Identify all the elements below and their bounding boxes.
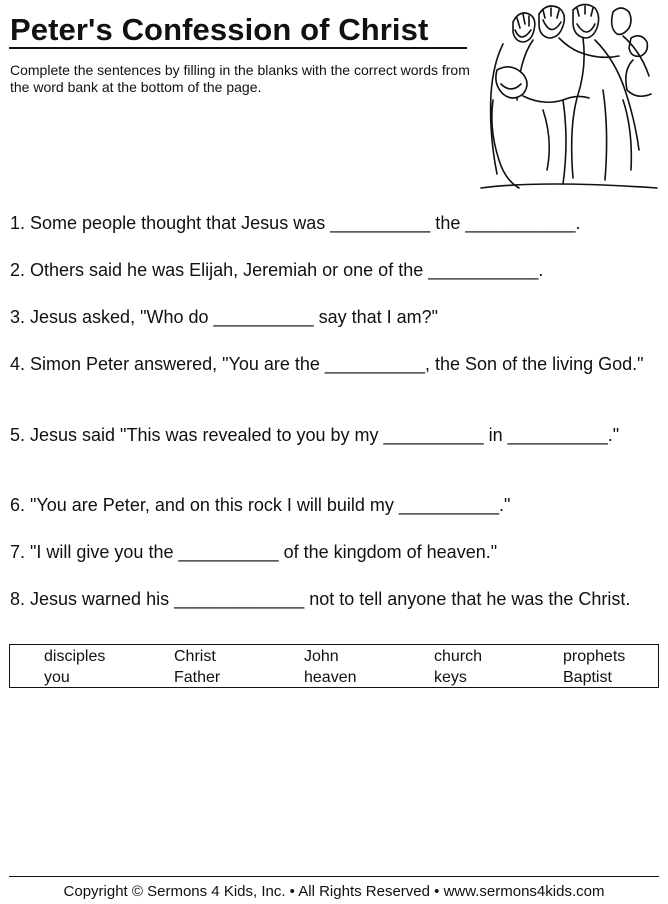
footer-divider [9,876,659,877]
question-1: 1. Some people thought that Jesus was __________ the ___________. [10,213,581,233]
word-bank-item: you [44,669,70,686]
question-3: 3. Jesus asked, "Who do __________ say that I am?" [10,307,439,327]
word-bank-item: Christ [174,648,216,665]
word-bank-item: keys [434,669,467,686]
footer-copyright: Copyright © Sermons 4 Kids, Inc. • All Rights Reserved • www.sermons4kids.com [63,883,605,900]
question-4: 4. Simon Peter answered, "You are the __________, the Son of the living God." [10,354,644,374]
word-bank [9,644,659,688]
word-bank-item: Baptist [563,669,612,686]
word-bank-item: prophets [563,648,626,665]
question-5: 5. Jesus said "This was revealed to you by my __________ in __________." [10,425,620,445]
word-bank-row-2 [10,668,658,688]
page-title: Peter's Confession of Christ [10,12,429,47]
question-6: 6. "You are Peter, and on this rock I will build my __________." [10,495,511,515]
word-bank-item: heaven [304,669,357,686]
question-2: 2. Others said he was Elijah, Jeremiah or one of the ___________. [10,260,544,280]
instructions-text: Complete the sentences by filling in the blanks with the correct words from the word bank at the bottom of the page. [10,62,470,95]
question-7: 7. "I will give you the __________ of the kingdom of heaven." [10,542,498,562]
word-bank-item: church [434,648,483,665]
question-8: 8. Jesus warned his _____________ not to tell anyone that he was the Christ. [10,589,631,609]
title-underline [9,47,467,49]
word-bank-item: Father [174,669,221,686]
word-bank-item: John [304,648,339,665]
jesus-and-disciples-illustration [473,0,663,192]
word-bank-item: disciples [44,648,106,665]
word-bank-row-1 [10,647,658,667]
